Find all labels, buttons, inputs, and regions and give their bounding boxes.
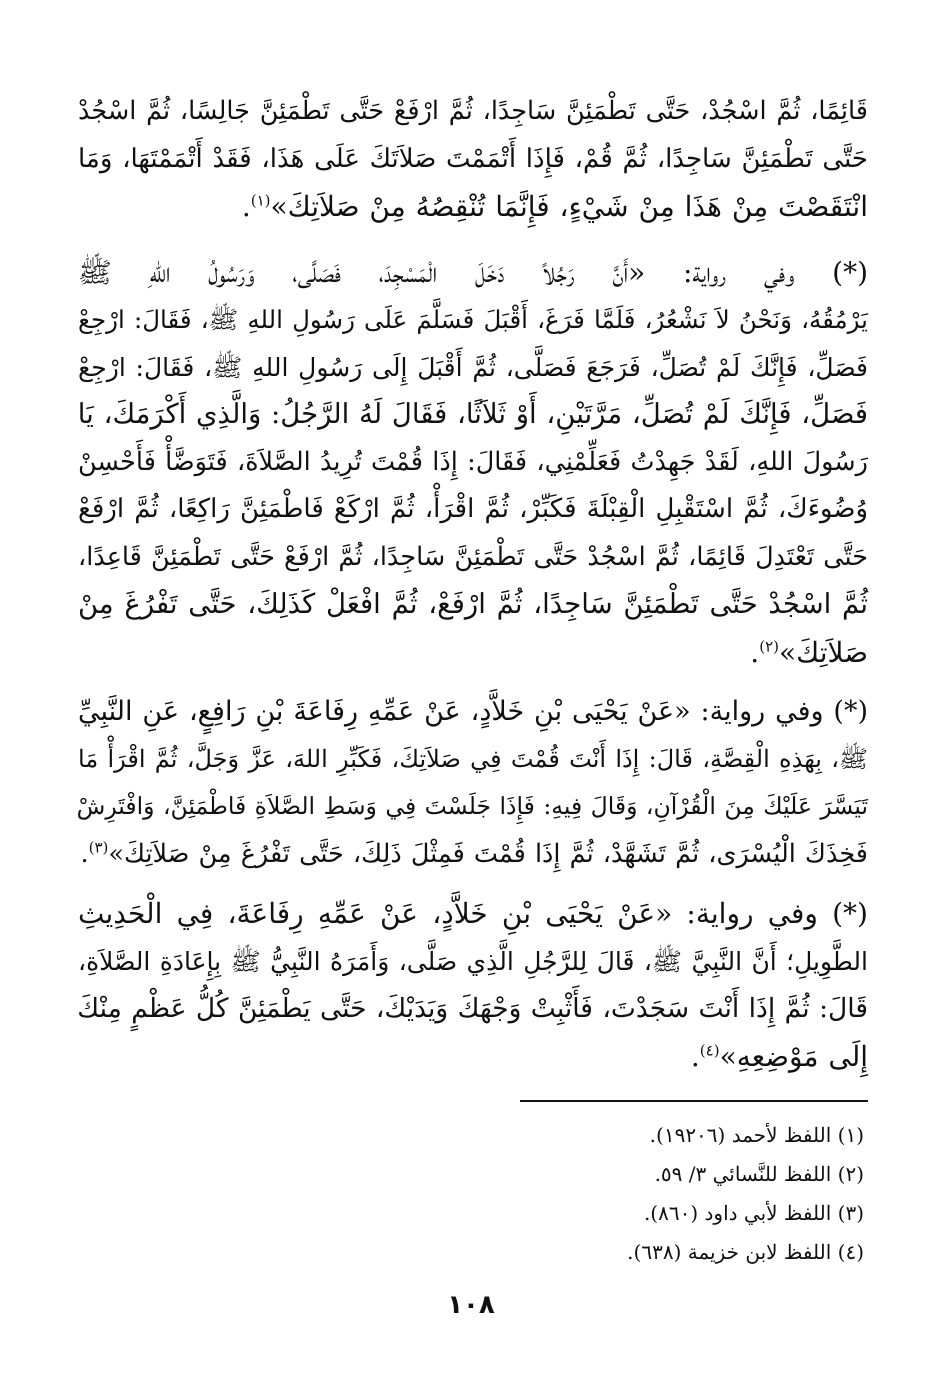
footnote-ref-3[interactable]: (٣) [88, 838, 109, 856]
text-line-last [78, 1033, 868, 1081]
footnote-3: (٣) اللفظ لأبي داود (٨٦٠). [643, 1201, 864, 1225]
text-line: (*) وفي رواية: «أَنَّ رَجُلاً دَخَلَ الْمَسْجِدَ، فَصَلَّى، وَرَسُولُ اللهِ ﷺ [78, 255, 868, 289]
footnote-1: (١) اللفظ لأحمد (١٩٢٠٦). [649, 1123, 864, 1147]
footnotes [364, 1116, 864, 1272]
text-line: فَصَلِّ، فَإِنَّكَ لَمْ تُصَلِّ، فَرَجَعَ فَصَلَّى، ثُمَّ أَقْبَلَ إِلَى رَسُولِ اللهِ ﷺ، فَقَالَ: ارْجِعْ [78, 352, 868, 382]
text-line-last [78, 183, 868, 231]
text-line: (*) وفي رواية: «عَنْ يَحْيَى بْنِ خَلاَّدٍ، عَنْ عَمِّهِ رِفَاعَةَ بْنِ رَافِعٍ، عَنِ النَّبِيِّ [78, 696, 868, 727]
text-line: يَرْمُقُهُ، وَنَحْنُ لاَ نَشْعُرُ، فَلَمَّا فَرَغَ، أَقْبَلَ فَسَلَّمَ عَلَى رَسُولِ اللهِ ﷺ، فَقَالَ: ارْجِعْ [78, 305, 868, 334]
text-line-last [78, 831, 868, 879]
text-line: ﷺ، بِهَذِهِ الْقِصَّةِ، قَالَ: إِذَا أَنْتَ قُمْتَ فِي صَلاَتِكَ، فَكَبِّرِ اللهَ، عَزَّ وَجَلَّ، ثُمَّ اقْرَأْ مَا [78, 744, 868, 773]
footnote-ref-1[interactable]: (١) [250, 191, 271, 210]
paragraph-4 [78, 890, 868, 1080]
line-end: . [750, 635, 760, 669]
text-line: صَلاَتِكَ» [778, 635, 868, 669]
text-line: (*) وفي رواية: «عَنْ يَحْيَى بْنِ خَلاَّدٍ، عَنْ عَمِّهِ رِفَاعَةَ، فِي الْحَدِيثِ [78, 897, 868, 930]
text-line-last [78, 629, 868, 677]
paragraph-1 [78, 88, 868, 231]
text-line: ثُمَّ اسْجُدْ حَتَّى تَطْمَئِنَّ سَاجِدًا، ثُمَّ ارْفَعْ، ثُمَّ افْعَلْ كَذَلِكَ، حَتَّى تَفْرُغَ مِنْ [78, 588, 868, 620]
text-line: الطَّوِيلِ؛ أَنَّ النَّبِيَّ ﷺ، قَالَ لِلرَّجُلِ الَّذِي صَلَّى، وَأَمَرَهُ النَّبِيُّ ﷺ بِإِعَادَةِ الصَّلاَةِ، [78, 946, 868, 976]
text-line: إِلَى مَوْضِعِهِ» [719, 1039, 868, 1073]
line-end: . [690, 1039, 700, 1073]
text-line: قَالَ: ثُمَّ إِذَا أَنْتَ سَجَدْتَ، فَأَثْبِتْ وَجْهَكَ وَيَدَيْكَ، حَتَّى يَطْمَئِنَّ كُلُّ عَظْمٍ مِنْكَ [77, 993, 868, 1024]
text-line: فَخِذَكَ الْيُسْرَى، ثُمَّ تَشَهَّدْ، ثُمَّ إِذَا قُمْتَ فَمِثْلَ ذَلِكَ، حَتَّى تَفْرُغَ مِنْ صَلاَتِكَ» [108, 838, 868, 869]
text-line: تَيَسَّرَ عَلَيْكَ مِنَ الْقُرْآنِ، وَقَالَ فِيهِ: فَإِذَا جَلَسْتَ فِي وَسَطِ الصَّلاَةِ فَاطْمَئِنَّ، وَافْتَرِشْ [76, 792, 868, 820]
page-number: ١٠٨ [447, 1290, 495, 1320]
text-line: رَسُولَ اللهِ، لَقَدْ جَهِدْتُ فَعَلِّمْنِي، فَقَالَ: إِذَا قُمْتَ تُرِيدُ الصَّلاَةَ، فَتَوَضَّأْ فَأَحْسِنْ [78, 446, 868, 477]
line-end: . [241, 190, 251, 223]
footnote-ref-2[interactable]: (٢) [759, 637, 779, 656]
text-line: انْتَقَصْتَ مِنْ هَذَا مِنْ شَيْءٍ، فَإِنَّمَا تُنْقِصُهُ مِنْ صَلاَتِكَ» [270, 190, 868, 223]
footnote-2: (٢) اللفظ للنَّسائي ٣/ ٥٩. [654, 1162, 864, 1186]
footnote-4: (٤) اللفظ لابن خزيمة (٦٣٨). [627, 1240, 864, 1264]
footnote-ref-4[interactable]: (٤) [699, 1041, 720, 1060]
text-line: وُضُوءَكَ، ثُمَّ اسْتَقْبِلِ الْقِبْلَةَ فَكَبِّرْ، ثُمَّ اقْرَأْ، ثُمَّ ارْكَعْ فَاطْمَئِنَّ رَاكِعًا، ثُمَّ ارْفَعْ [78, 494, 868, 524]
paragraph-2 [78, 249, 868, 677]
footnote-divider [520, 1100, 868, 1102]
main-text [78, 88, 868, 1092]
text-line: حَتَّى تَطْمَئِنَّ سَاجِدًا، ثُمَّ قُمْ، فَإِذَا أَتْمَمْتَ صَلاَتَكَ عَلَى هَذَا، فَقَدْ أَتْمَمْتَهَا، وَمَا [78, 143, 868, 174]
line-end: . [80, 838, 89, 869]
text-line: فَصَلِّ، فَإِنَّكَ لَمْ تُصَلِّ، مَرَّتَيْنِ، أَوْ ثَلاَثًا، فَقَالَ لَهُ الرَّجُلُ: وَالَّذِي أَكْرَمَكَ، يَا [77, 398, 868, 430]
text-line: قَائِمًا، ثُمَّ اسْجُدْ، حَتَّى تَطْمَئِنَّ سَاجِدًا، ثُمَّ ارْفَعْ حَتَّى تَطْمَئِنَّ جَالِسًا، ثُمَّ اسْجُدْ [78, 96, 868, 126]
paragraph-3 [78, 688, 868, 878]
text-line: حَتَّى تَعْتَدِلَ قَائِمًا، ثُمَّ اسْجُدْ حَتَّى تَطْمَئِنَّ سَاجِدًا، ثُمَّ ارْفَعْ حَتَّى تَطْمَئِنَّ قَاعِدًا، [78, 541, 868, 572]
